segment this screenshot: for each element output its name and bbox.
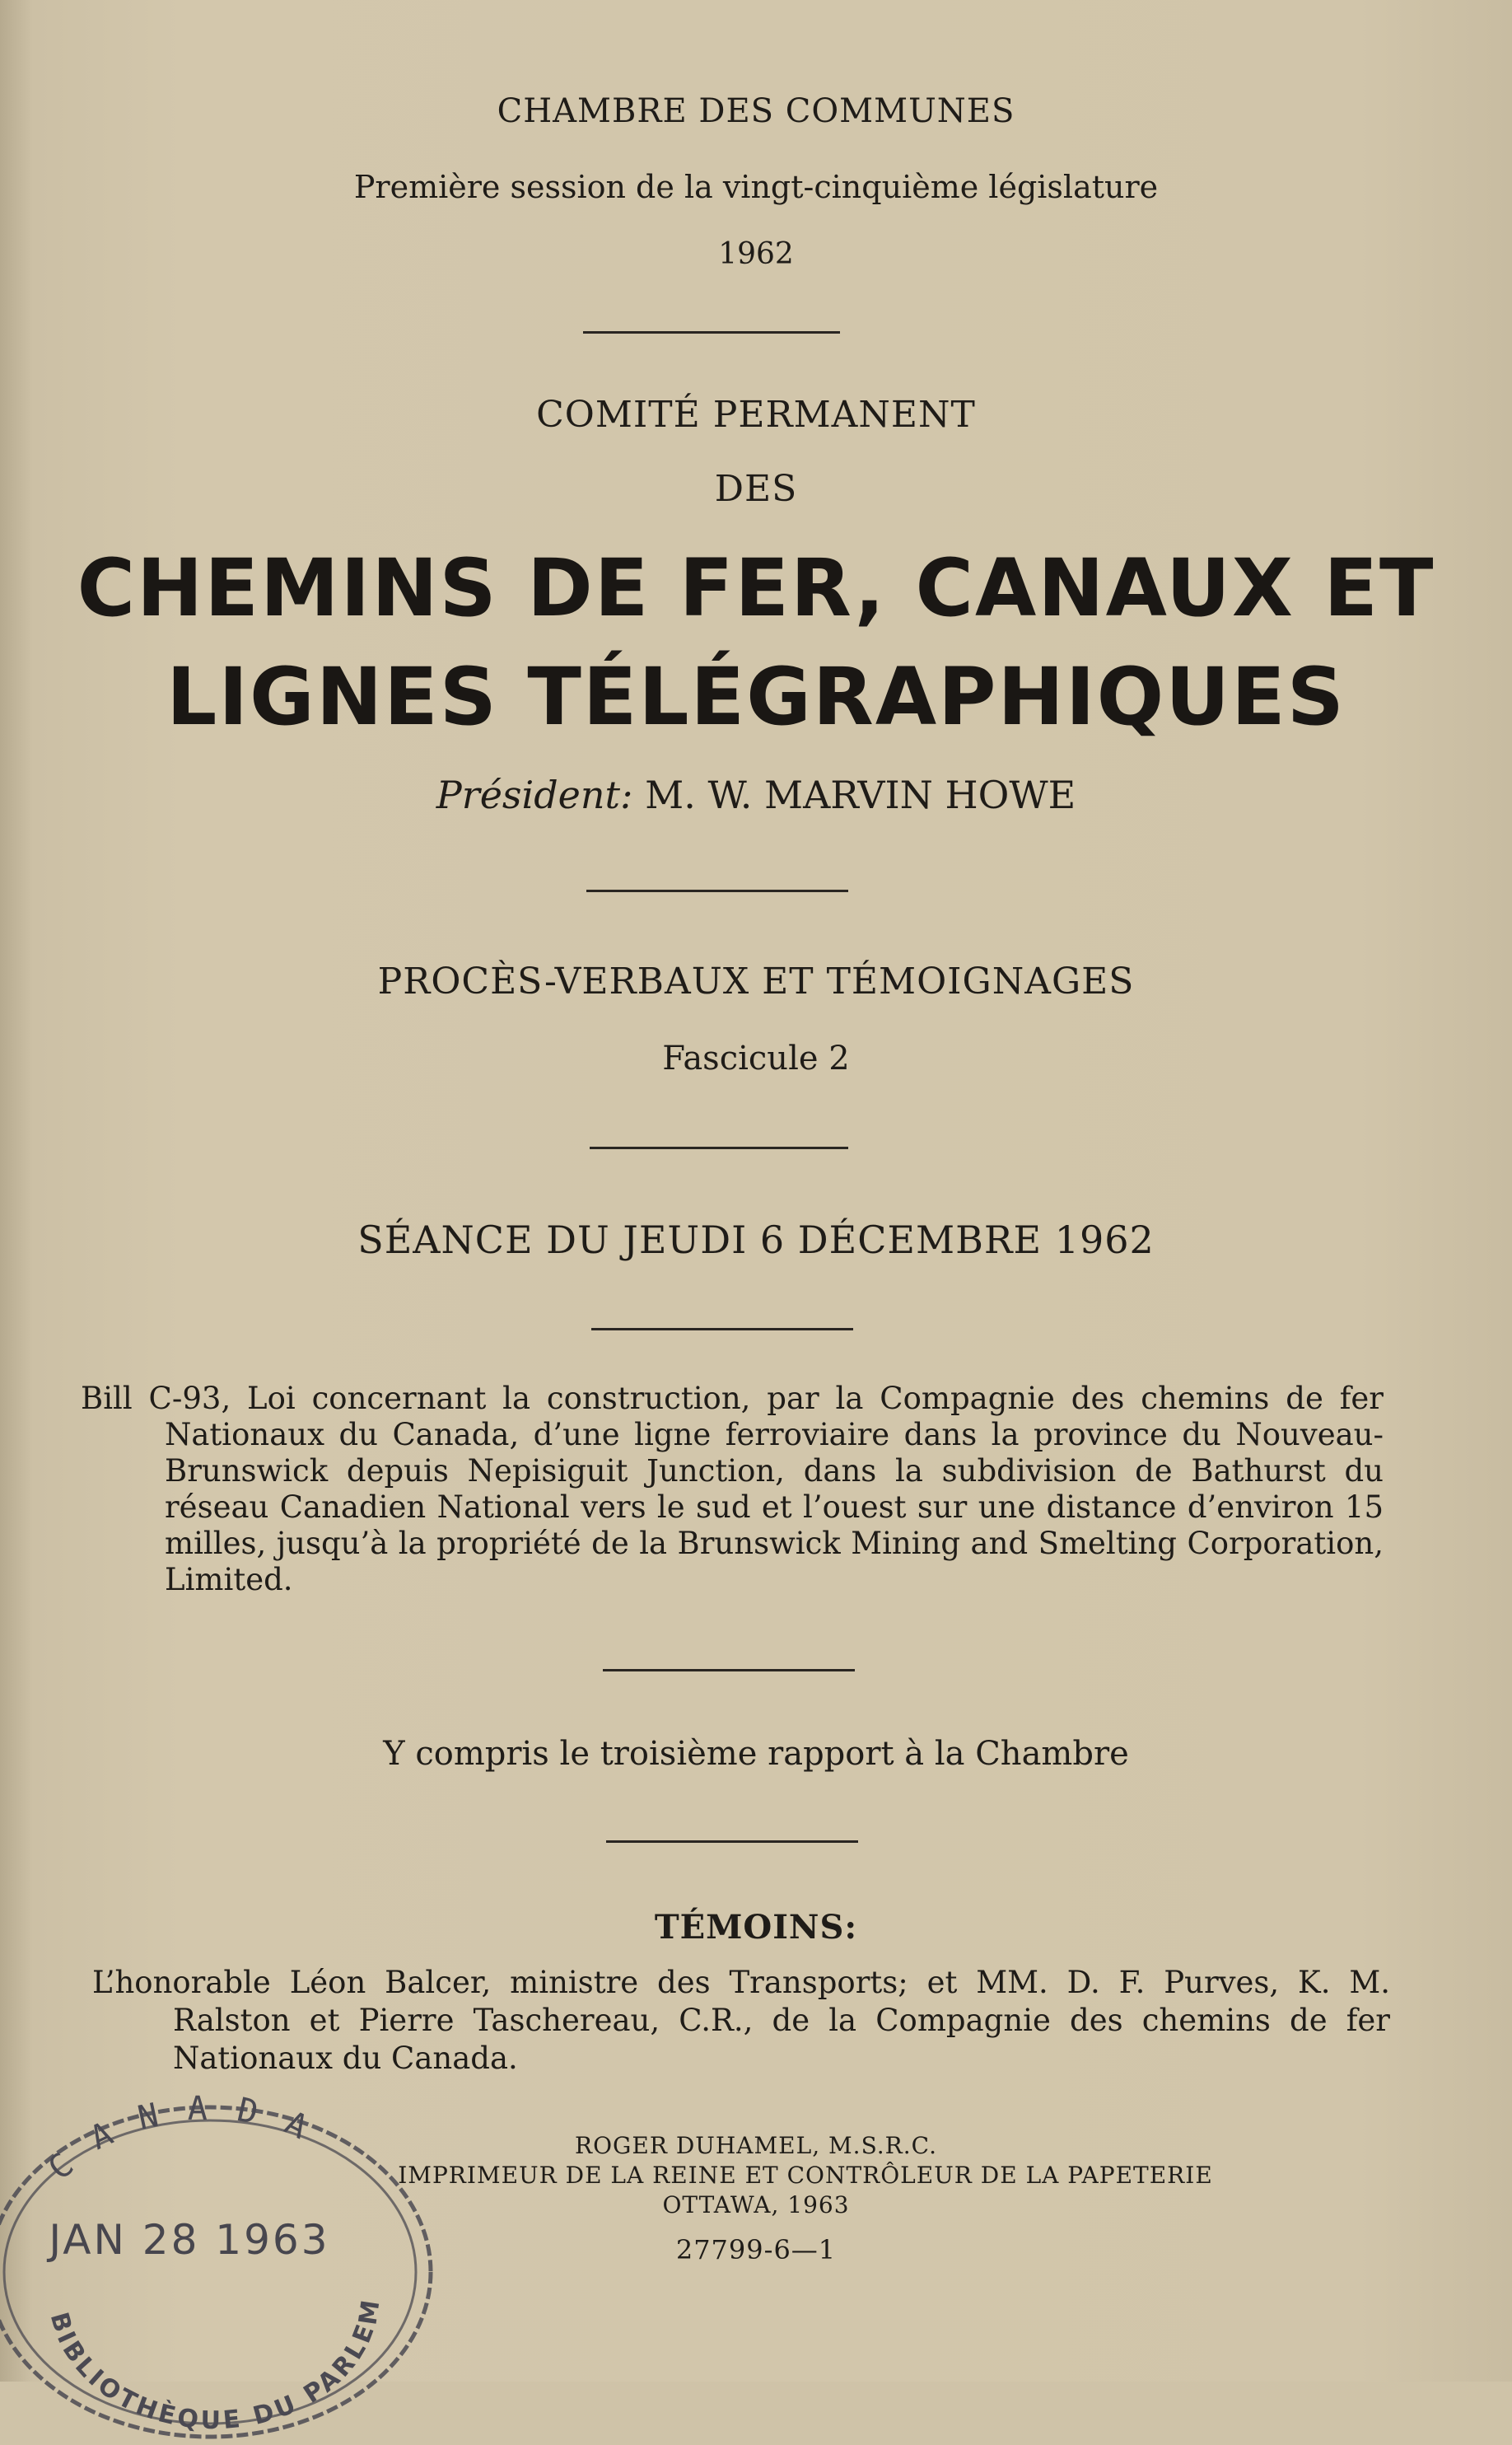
stamp-library: BIBLIOTHÈQUE DU PARLEM: [44, 2295, 387, 2436]
president-name: M. W. MARVIN HOWE: [645, 773, 1076, 817]
printer-role: IMPRIMEUR DE LA REINE ET CONTRÔLEUR DE LA PAPETERIE: [398, 2162, 1213, 2189]
committee-line2: DES: [714, 468, 798, 510]
divider: [603, 1669, 855, 1671]
committee-title-line2: LIGNES TÉLÉGRAPHIQUES: [166, 651, 1346, 743]
bill-description: Bill C-93, Loi concernant la construction, par la Compagnie des chemins de fer Nationaux du Canada, d’une ligne ferroviaire dans la province du Nouveau-Brunswick depuis Nepisiguit Junction, dans la subdivision de Bathurst du réseau Canadien National vers le sud et l’ouest sur une distance d’environ 15 milles, jusqu’à la propriété de la Brunswick Mining and Smelting Corporation, Limited.: [81, 1381, 1384, 1597]
document-number: 27799-6—1: [675, 2234, 837, 2265]
proceedings-title: PROCÈS-VERBAUX ET TÉMOIGNAGES: [377, 961, 1135, 1003]
witnesses-heading: TÉMOINS:: [654, 1908, 858, 1947]
president-line: [0, 773, 1512, 817]
report-note: Y compris le troisième rapport à la Chambre: [383, 1735, 1129, 1773]
library-stamp: [0, 2091, 469, 2445]
stamp-date: JAN 28 1963: [49, 2216, 330, 2264]
house-name: CHAMBRE DES COMMUNES: [497, 92, 1015, 130]
imprint-city-year: OTTAWA, 1963: [662, 2191, 850, 2218]
divider: [591, 1328, 853, 1330]
session-year: 1962: [718, 237, 794, 271]
stamp-country: CANADA: [41, 2091, 339, 2188]
president-label: Président:: [436, 773, 633, 817]
committee-line1: COMITÉ PERMANENT: [536, 394, 976, 436]
fascicule-number: Fascicule 2: [662, 1040, 850, 1078]
divider: [590, 1147, 848, 1149]
sitting-date: SÉANCE DU JEUDI 6 DÉCEMBRE 1962: [357, 1218, 1155, 1262]
divider: [583, 331, 840, 334]
printer-name: ROGER DUHAMEL, M.S.R.C.: [575, 2132, 937, 2159]
divider: [586, 890, 848, 892]
witnesses-list: L’honorable Léon Balcer, ministre des Transports; et MM. D. F. Purves, K. M. Ralston et Pierre Taschereau, C.R., de la Compagnie des chemins de fer Nationaux du Canada.: [92, 1965, 1390, 2076]
divider: [606, 1840, 858, 1843]
session-line: Première session de la vingt-cinquième législature: [353, 169, 1159, 205]
committee-title-line1: CHEMINS DE FER, CANAUX ET: [77, 542, 1435, 634]
